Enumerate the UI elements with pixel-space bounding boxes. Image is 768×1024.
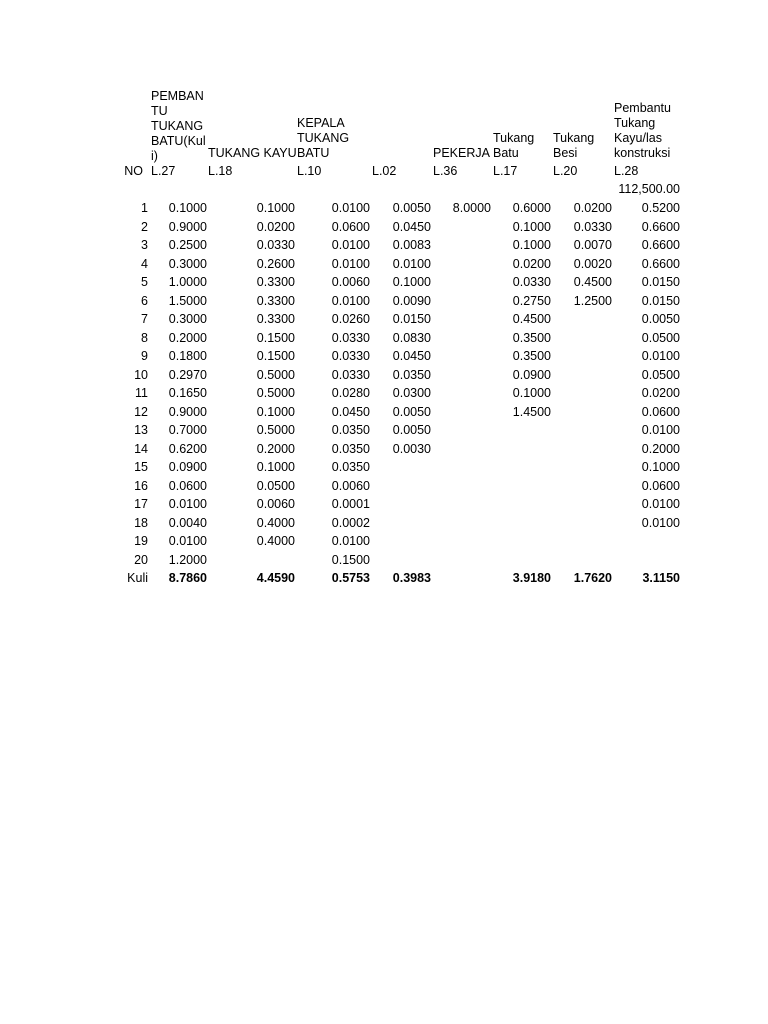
table-cell: 0.0600 [331,219,370,234]
row-number: 8 [141,330,148,345]
table-cell: 0.3500 [512,330,551,345]
table-cell: 0.0830 [392,330,431,345]
column-code-no: NO [124,164,143,178]
table-cell: 0.0100 [168,534,207,548]
row-number: 19 [134,534,148,548]
column-code: L.18 [208,164,233,178]
row-number: 4 [141,256,148,271]
table-cell: 0.0330 [512,275,551,289]
row-number: 18 [134,515,148,530]
table-cell: 0.0100 [641,349,680,363]
table-cell: 0.0100 [331,534,370,548]
table-cell: 0.0060 [256,497,295,511]
table-cell: 0.1000 [168,201,207,215]
total-value: 0.3983 [392,571,431,585]
table-cell: 0.0500 [641,367,680,382]
table-cell: 0.3300 [256,275,295,289]
table-cell: 0.0300 [392,386,431,400]
table-cell: 0.7000 [168,423,207,437]
table-cell: 8.0000 [452,201,491,215]
total-value: 8.7860 [168,571,207,585]
table-cell: 0.9000 [168,219,207,234]
table-cell: 0.0090 [392,293,431,308]
table-cell: 0.0030 [392,441,431,456]
table-cell: 0.6600 [641,256,680,271]
table-cell: 0.1000 [512,386,551,400]
table-cell: 0.9000 [168,404,207,419]
column-code: L.17 [493,164,518,178]
table-cell: 0.0050 [392,404,431,419]
table-cell: 0.0200 [573,201,612,215]
row-number: 5 [141,275,148,289]
column-code: L.02 [372,164,397,178]
table-cell: 0.0600 [641,478,680,493]
table-cell: 0.1000 [641,460,680,474]
row-number: 16 [134,478,148,493]
row-number: 20 [134,552,148,567]
row-number: 7 [141,312,148,326]
header-tukang-batu: Tukang Batu [493,131,535,160]
table-cell: 0.5000 [256,423,295,437]
table-cell: 0.3300 [256,312,295,326]
table-cell: 0.0083 [392,238,431,252]
table-cell: 0.0100 [331,238,370,252]
row-number: 1 [141,201,148,215]
table-cell: 0.6600 [641,238,680,252]
table-cell: 0.2000 [256,441,295,456]
table-cell: 0.0330 [331,367,370,382]
table-cell: 0.0100 [641,515,680,530]
table-cell: 0.0600 [168,478,207,493]
table-cell: 0.4500 [512,312,551,326]
table-cell: 0.1000 [256,201,295,215]
table-cell: 0.4000 [256,534,295,548]
table-cell: 0.2970 [168,367,207,382]
row-number: 6 [141,293,148,308]
header-tukang-besi: Tukang Besi [553,131,595,160]
table-cell: 0.0150 [392,312,431,326]
table-cell: 0.3500 [512,349,551,363]
table-cell: 0.0100 [641,497,680,511]
table-cell: 0.0040 [168,515,207,530]
table-cell: 0.0330 [256,238,295,252]
row-number: 12 [134,404,148,419]
table-cell: 0.4500 [573,275,612,289]
table-cell: 0.0100 [641,423,680,437]
table-cell: 0.0350 [392,367,431,382]
table-cell: 1.5000 [168,293,207,308]
row-number: 10 [134,367,148,382]
column-code: L.20 [553,164,578,178]
table-cell: 0.0020 [573,256,612,271]
total-value: 0.5753 [331,571,370,585]
table-cell: 0.1500 [256,349,295,363]
total-value: 1.7620 [573,571,612,585]
row-number: 11 [135,386,148,400]
table-cell: 0.0100 [331,256,370,271]
table-cell: 0.0050 [392,201,431,215]
table-cell: 0.2500 [168,238,207,252]
table-cell: 0.0500 [641,330,680,345]
table-cell: 0.0002 [331,515,370,530]
table-cell: 0.0900 [168,460,207,474]
column-code: L.27 [151,164,176,178]
table-cell: 0.0450 [392,219,431,234]
total-value: 3.9180 [512,571,551,585]
table-cell: 0.5000 [256,386,295,400]
table-cell: 0.0150 [641,293,680,308]
table-cell: 0.0100 [168,497,207,511]
price-value: 112,500.00 [618,182,680,196]
table-cell: 0.1500 [256,330,295,345]
total-value: 4.4590 [256,571,295,585]
table-cell: 0.0200 [512,256,551,271]
table-cell: 0.0500 [256,478,295,493]
table-cell: 0.0100 [392,256,431,271]
table-cell: 0.2000 [641,441,680,456]
table-cell: 1.4500 [512,404,551,419]
column-code: L.10 [297,164,322,178]
table-cell: 0.0330 [331,349,370,363]
row-number: 2 [141,219,148,234]
table-cell: 1.2500 [573,293,612,308]
table-cell: 0.3300 [256,293,295,308]
row-number: 3 [141,238,148,252]
table-cell: 0.0350 [331,441,370,456]
table-cell: 0.0350 [331,423,370,437]
table-cell: 0.0600 [641,404,680,419]
table-cell: 0.0100 [331,201,370,215]
table-cell: 0.0200 [256,219,295,234]
table-cell: 0.1650 [168,386,207,400]
table-cell: 0.1000 [392,275,431,289]
table-cell: 0.0100 [331,293,370,308]
table-cell: 0.0330 [331,330,370,345]
table-cell: 0.0280 [331,386,370,400]
table-cell: 0.0260 [331,312,370,326]
total-value: 3.1150 [642,571,680,585]
row-number: 15 [134,460,148,474]
table-cell: 0.3000 [168,312,207,326]
row-number: 17 [134,497,148,511]
table-cell: 0.2000 [168,330,207,345]
table-cell: 0.3000 [168,256,207,271]
table-cell: 0.1000 [512,219,551,234]
table-cell: 0.0450 [392,349,431,363]
table-cell: 0.4000 [256,515,295,530]
table-cell: 1.0000 [168,275,207,289]
table-cell: 0.0450 [331,404,370,419]
table-cell: 0.5000 [256,367,295,382]
table-cell: 0.1000 [256,404,295,419]
header-pembantu-tukang-kayu: Pembantu Tukang Kayu/las konstruksi [614,101,671,160]
row-number: 9 [141,349,148,363]
table-cell: 0.1800 [168,349,207,363]
table-cell: 0.5200 [641,201,680,215]
header-tukang-kayu: TUKANG KAYU [208,146,297,160]
column-code: L.28 [614,164,639,178]
table-cell: 0.0050 [641,312,680,326]
row-number: 14 [134,441,148,456]
table-cell: 0.1500 [331,552,370,567]
table-cell: 0.0070 [573,238,612,252]
header-pembantu-tukang-batu: PEMBAN TU TUKANG BATU(Kul i) [151,89,206,163]
table-cell: 0.0150 [641,275,680,289]
table-cell: 0.0330 [573,219,612,234]
table-cell: 0.0060 [331,275,370,289]
header-kepala-tukang-batu: KEPALA TUKANG BATU [297,116,350,160]
table-cell: 0.0001 [331,497,370,511]
table-cell: 0.2750 [512,293,551,308]
table-cell: 1.2000 [168,552,207,567]
header-pekerja: PEKERJA [433,146,490,160]
table-cell: 0.1000 [256,460,295,474]
column-code: L.36 [433,164,458,178]
table-cell: 0.2600 [256,256,295,271]
table-cell: 0.1000 [512,238,551,252]
table-cell: 0.0900 [512,367,551,382]
row-number: 13 [134,423,148,437]
table-cell: 0.0350 [331,460,370,474]
table-cell: 0.6000 [512,201,551,215]
table-cell: 0.0200 [641,386,680,400]
total-label: Kuli [127,571,148,585]
table-cell: 0.0050 [392,423,431,437]
table-cell: 0.0060 [331,478,370,493]
table-cell: 0.6200 [168,441,207,456]
table-cell: 0.6600 [641,219,680,234]
